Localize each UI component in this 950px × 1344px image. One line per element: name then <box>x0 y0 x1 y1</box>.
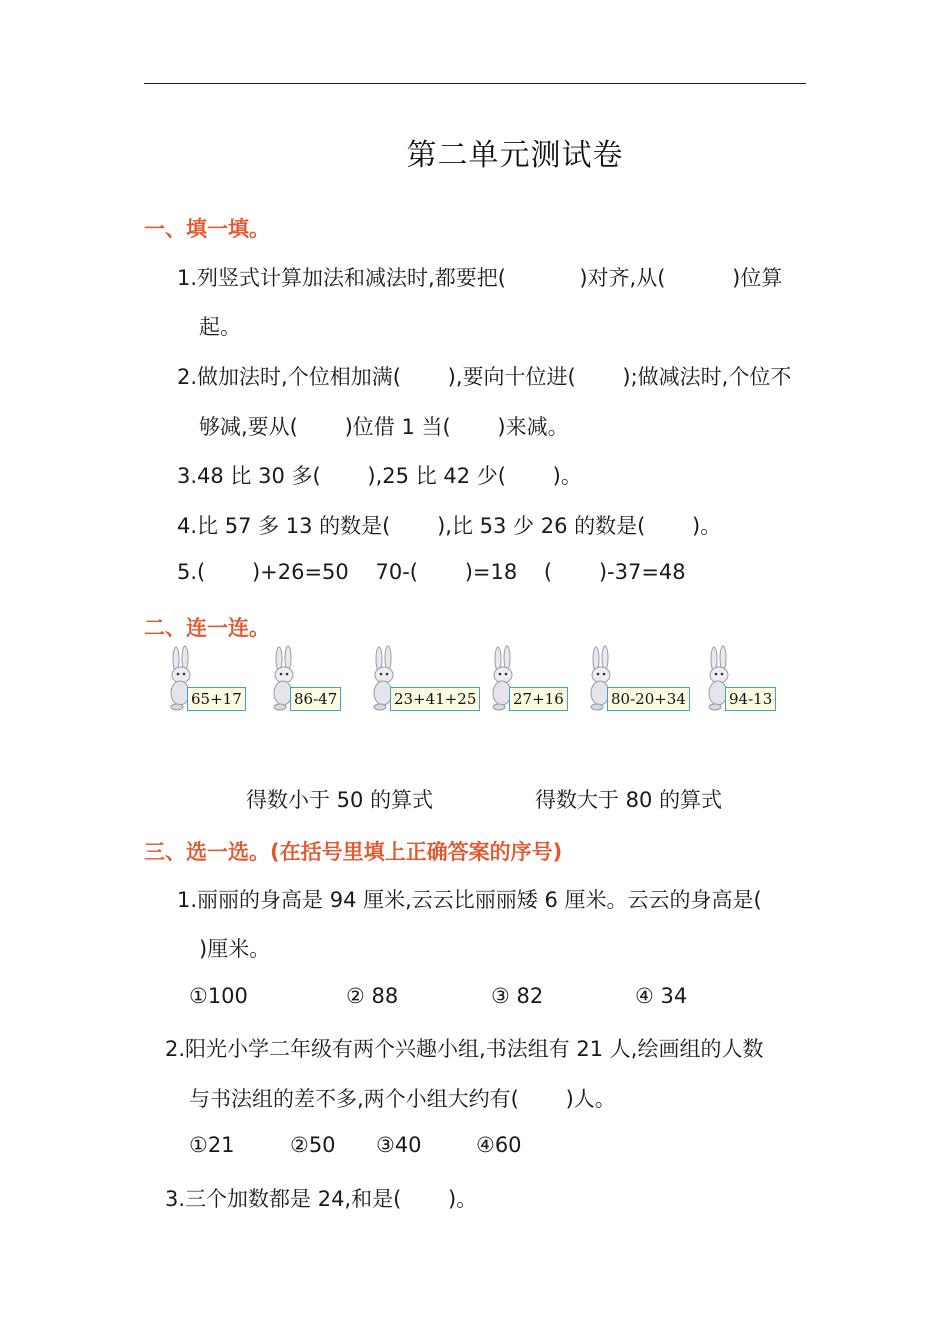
question-3-3: 3.三个加数都是 24,和是( )。 <box>165 1187 478 1211</box>
question-1-4: 4.比 57 多 13 的数是( ),比 53 少 26 的数是( )。 <box>177 514 722 538</box>
section-heading-choose: 三、选一选。(在括号里填上正确答案的序号) <box>144 840 563 864</box>
category-label-less-than-50: 得数小于 50 的算式 <box>246 788 434 812</box>
expression-label: 65+17 <box>187 687 246 711</box>
question-3-1-option: ①100 <box>189 984 248 1008</box>
question-1-3: 3.48 比 30 多( ),25 比 42 少( )。 <box>177 464 582 488</box>
question-3-2-option: ②50 <box>290 1133 336 1157</box>
expression-label: 23+41+25 <box>390 687 480 711</box>
question-3-1-line-a: 1.丽丽的身高是 94 厘米,云云比丽丽矮 6 厘米。云云的身高是( <box>177 888 762 912</box>
category-label-greater-than-80: 得数大于 80 的算式 <box>535 788 723 812</box>
question-3-1-option: ② 88 <box>346 984 399 1008</box>
question-3-2-option: ③40 <box>376 1133 422 1157</box>
question-1-1-line-a: 1.列竖式计算加法和减法时,都要把( )对齐,从( )位算 <box>177 266 783 290</box>
question-3-2-option: ④60 <box>476 1133 522 1157</box>
expression-label: 94-13 <box>725 687 776 711</box>
question-3-2-option: ①21 <box>189 1133 235 1157</box>
question-3-1-option: ③ 82 <box>491 984 544 1008</box>
question-3-2-line-a: 2.阳光小学二年级有两个兴趣小组,书法组有 21 人,绘画组的人数 <box>165 1037 764 1061</box>
section-heading-connect: 二、连一连。 <box>144 616 270 640</box>
question-1-2-line-a: 2.做加法时,个位相加满( ),要向十位进( );做减法时,个位不 <box>177 365 792 389</box>
page-title: 第二单元测试卷 <box>406 138 624 173</box>
section-heading-fill: 一、填一填。 <box>144 217 270 241</box>
question-1-5: 5.( )+26=50 70-( )=18 ( )-37=48 <box>177 560 686 584</box>
question-3-2-line-b: 与书法组的差不多,两个小组大约有( )人。 <box>189 1087 616 1111</box>
expression-label: 86-47 <box>290 687 341 711</box>
question-1-1-line-b: 起。 <box>199 315 241 339</box>
expression-label: 80-20+34 <box>607 687 690 711</box>
header-rule <box>144 83 806 84</box>
expression-label: 27+16 <box>509 687 568 711</box>
question-1-2-line-b: 够减,要从( )位借 1 当( )来减。 <box>199 415 569 439</box>
question-3-1-line-b: )厘米。 <box>199 937 271 961</box>
expression-row <box>165 645 805 715</box>
question-3-1-option: ④ 34 <box>635 984 688 1008</box>
